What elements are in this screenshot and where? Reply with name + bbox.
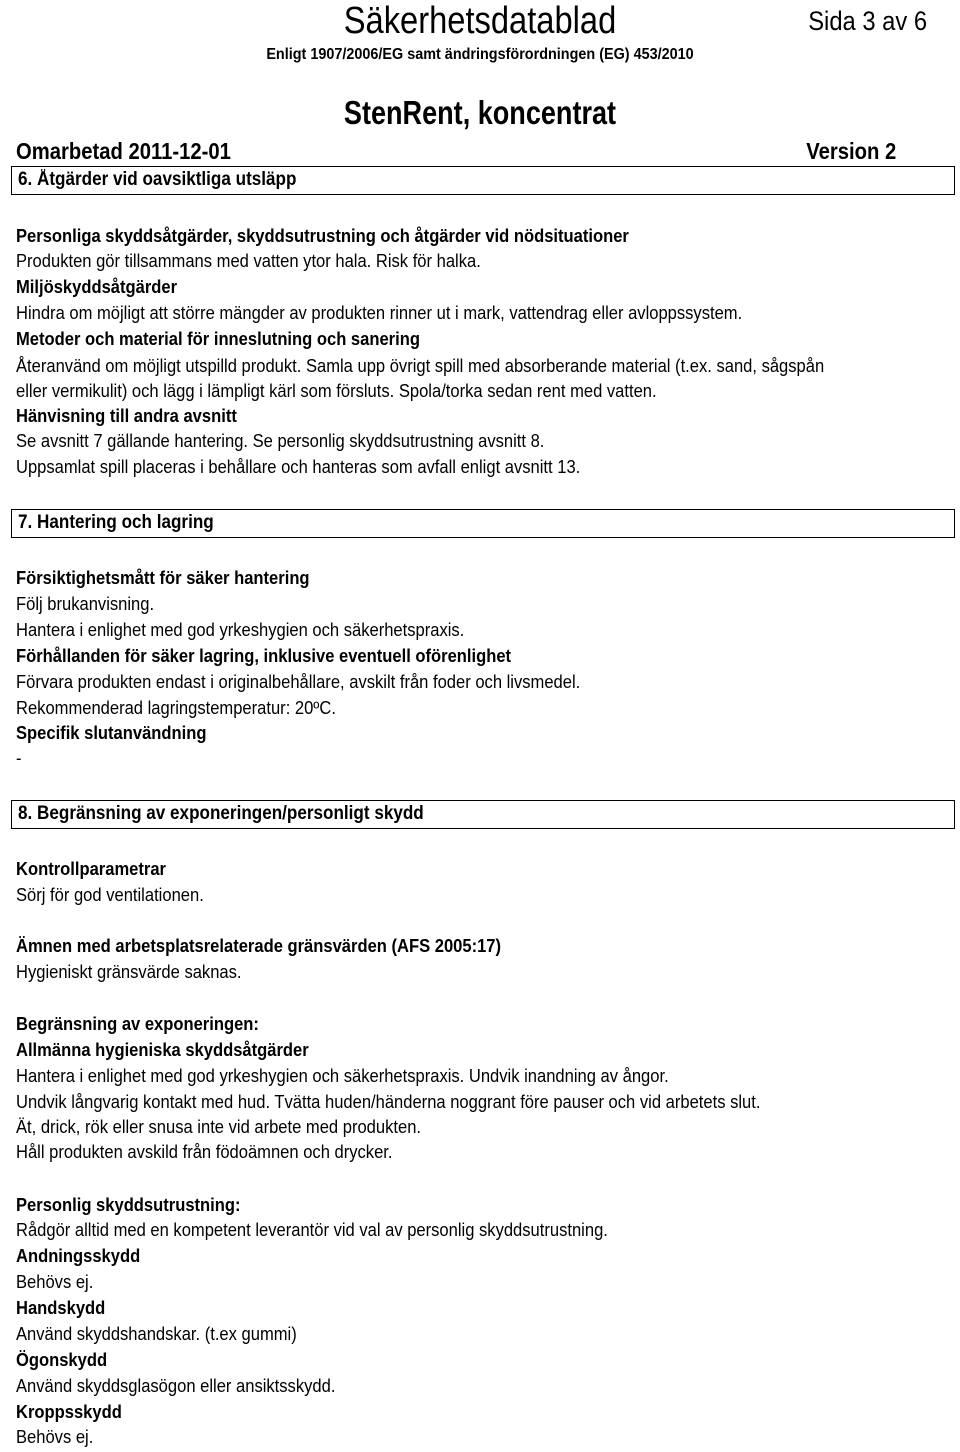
section-8-line: Håll produkten avskild från födoämnen och drycker. — [16, 1142, 393, 1162]
section-6-line: Hänvisning till andra avsnitt — [16, 406, 237, 426]
section-8-line: Hantera i enlighet med god yrkeshygien och säkerhetspraxis. Undvik inandning av ångor. — [16, 1066, 669, 1086]
section-7-title: 7. Hantering och lagring — [18, 512, 214, 533]
section-8-line: Allmänna hygieniska skyddsåtgärder — [16, 1040, 309, 1060]
section-7-header — [11, 509, 955, 538]
section-6-line: Uppsamlat spill placeras i behållare och hanteras som avfall enligt avsnitt 13. — [16, 457, 581, 477]
section-8-line: Rådgör alltid med en kompetent leverantör vid val av personlig skyddsutrustning. — [16, 1220, 608, 1240]
section-8-line: Använd skyddshandskar. (t.ex gummi) — [16, 1324, 297, 1344]
section-7-line: Följ brukanvisning. — [16, 594, 155, 614]
section-8-line: Begränsning av exponeringen: — [16, 1014, 259, 1034]
section-8-title: 8. Begränsning av exponeringen/personligt skydd — [18, 803, 424, 824]
section-7-line: Rekommenderad lagringstemperatur: 20ºC. — [16, 698, 336, 718]
section-6-line: Metoder och material för inneslutning och sanering — [16, 329, 420, 349]
section-8-line: Kontrollparametrar — [16, 859, 167, 879]
section-8-line: Använd skyddsglasögon eller ansiktsskydd. — [16, 1376, 336, 1396]
section-8-line: Behövs ej. — [16, 1427, 94, 1447]
section-8-line: Andningsskydd — [16, 1246, 141, 1266]
revision-date: Omarbetad 2011-12-01 — [16, 138, 231, 164]
section-8-line: Undvik långvarig kontakt med hud. Tvätta huden/händerna noggrant före pauser och vid arbetets slut. — [16, 1092, 761, 1112]
section-7-line: Specifik slutanvändning — [16, 723, 207, 743]
section-7-line: - — [16, 748, 22, 768]
section-6-line: eller vermikulit) och lägg i lämpligt kärl som försluts. Spola/torka sedan rent med vatten. — [16, 381, 657, 401]
version-label: Version 2 — [805, 138, 896, 164]
section-7-line: Försiktighetsmått för säker hantering — [16, 568, 310, 588]
section-6-line: Produkten gör tillsammans med vatten ytor hala. Risk för halka. — [16, 251, 481, 271]
section-8-line: Ögonskydd — [16, 1350, 108, 1370]
section-8-line: Sörj för god ventilationen. — [16, 885, 204, 905]
section-6-line: Miljöskyddsåtgärder — [16, 277, 178, 297]
section-6-line: Återanvänd om möjligt utspilld produkt. Samla upp övrigt spill med absorberande material (t.ex. sand, sågspån — [16, 356, 825, 376]
section-6-title: 6. Åtgärder vid oavsiktliga utsläpp — [18, 169, 297, 190]
section-6-header — [11, 166, 955, 195]
section-8-line: Kroppsskydd — [16, 1402, 122, 1422]
section-8-line: Ämnen med arbetsplatsrelaterade gränsvärden (AFS 2005:17) — [16, 936, 502, 956]
section-6-line: Personliga skyddsåtgärder, skyddsutrustning och åtgärder vid nödsituationer — [16, 226, 629, 246]
section-6-line: Hindra om möjligt att större mängder av produkten rinner ut i mark, vattendrag eller avloppssystem. — [16, 303, 743, 323]
section-7-line: Förvara produkten endast i originalbehållare, avskilt från foder och livsmedel. — [16, 672, 581, 692]
section-8-line: Behövs ej. — [16, 1272, 94, 1292]
section-8-header — [11, 800, 955, 829]
section-7-line: Förhållanden för säker lagring, inklusive eventuell oförenlighet — [16, 646, 512, 666]
section-6-line: Se avsnitt 7 gällande hantering. Se personlig skyddsutrustning avsnitt 8. — [16, 431, 545, 451]
document-title: Säkerhetsdatablad — [343, 0, 617, 42]
section-8-line: Handskydd — [16, 1298, 106, 1318]
section-7-line: Hantera i enlighet med god yrkeshygien och säkerhetspraxis. — [16, 620, 465, 640]
product-name: StenRent, koncentrat — [343, 94, 617, 131]
regulation-subtitle: Enligt 1907/2006/EG samt ändringsförordningen (EG) 453/2010 — [266, 46, 694, 63]
section-8-line: Ät, drick, rök eller snusa inte vid arbete med produkten. — [16, 1117, 422, 1137]
section-8-line: Personlig skyddsutrustning: — [16, 1195, 241, 1215]
section-8-line: Hygieniskt gränsvärde saknas. — [16, 962, 242, 982]
page-number: Sida 3 av 6 — [808, 6, 927, 36]
